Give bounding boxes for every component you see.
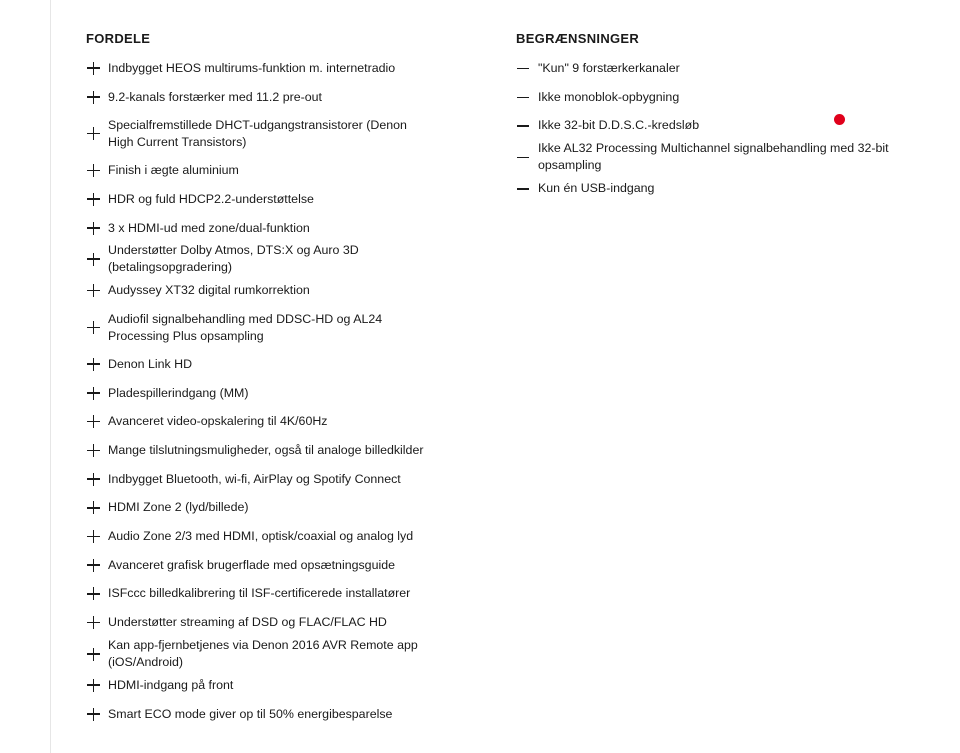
minus-icon [516,61,538,75]
minus-icon [516,119,538,133]
pros-item-text: Audiofil signalbehandling med DDSC-HD og AL24 Processing Plus opsampling [108,311,383,343]
pros-column [86,31,466,728]
cons-item-text: "Kun" 9 forstærkerkanaler [538,60,680,75]
pros-item [86,305,466,350]
pros-item [86,379,466,408]
pros-item-text: Finish i ægte aluminium [108,163,239,178]
pros-item [86,276,466,305]
pros-item [86,214,466,243]
plus-icon [86,192,108,206]
pros-item-text: 3 x HDMI-ud med zone/dual-funktion [108,220,310,235]
plus-icon [86,90,108,104]
pros-item [86,580,466,609]
plus-icon [86,530,108,544]
pros-item-text: 9.2-kanals forstærker med 11.2 pre-out [108,89,322,104]
cons-item-text: Ikke monoblok-opbygning [538,89,680,104]
pros-item-text: ISFccc billedkalibrering til ISF-certificerede installatører [108,586,411,601]
cons-list [516,54,946,203]
pros-item-text: Audyssey XT32 digital rumkorrektion [108,283,310,298]
pros-item-text: HDMI Zone 2 (lyd/billede) [108,500,249,515]
plus-icon [86,501,108,515]
pros-item [86,242,466,276]
plus-icon [86,558,108,572]
pros-item [86,436,466,465]
plus-icon [86,284,108,298]
pros-item-text: Understøtter Dolby Atmos, DTS:X og Auro 3D (betalingsopgradering) [108,243,359,275]
pros-item [86,637,466,671]
pros-item [86,551,466,580]
plus-icon [86,415,108,429]
pros-item-text: Specialfremstillede DHCT-udgangstransistorer (Denon High Current Transistors) [108,117,407,149]
cons-item [516,174,946,203]
cons-item-text: Ikke AL32 Processing Multichannel signalbehandling med 32-bit opsampling [538,141,889,173]
pros-item-text: Pladespillerindgang (MM) [108,385,249,400]
pros-item [86,185,466,214]
cons-column [516,31,946,203]
minus-icon [516,150,538,164]
cons-item [516,140,946,174]
plus-icon [86,221,108,235]
cons-item [516,83,946,112]
cons-item-text: Kun én USB-indgang [538,180,655,195]
plus-icon [86,164,108,178]
pros-item [86,494,466,523]
pros-item-text: Indbygget HEOS multirums-funktion m. internetradio [108,60,396,75]
pros-item-text: Avanceret video-opskalering til 4K/60Hz [108,414,328,429]
pros-item [86,156,466,185]
pros-item-text: Smart ECO mode giver op til 50% energibesparelse [108,706,393,721]
plus-icon [86,127,108,141]
cons-item [516,111,946,140]
plus-icon [86,647,108,661]
cons-item-text: Ikke 32-bit D.D.S.C.-kredsløb [538,118,700,133]
pros-item [86,465,466,494]
pros-item [86,608,466,637]
pros-item [86,671,466,700]
plus-icon [86,357,108,371]
pros-item-text: Denon Link HD [108,356,193,371]
plus-icon [86,707,108,721]
pros-list [86,54,466,728]
plus-icon [86,444,108,458]
pros-item [86,700,466,729]
plus-icon [86,587,108,601]
pros-item-text: HDMI-indgang på front [108,677,234,692]
minus-icon [516,90,538,104]
pros-item [86,54,466,83]
minus-icon [516,181,538,195]
pros-item [86,408,466,437]
pros-item [86,83,466,112]
pros-item-text: HDR og fuld HDCP2.2-understøttelse [108,191,314,206]
left-divider [50,0,51,753]
plus-icon [86,678,108,692]
cursor-marker [834,114,845,125]
plus-icon [86,386,108,400]
pros-item-text: Understøtter streaming af DSD og FLAC/FLAC HD [108,615,387,630]
plus-icon [86,321,108,335]
plus-icon [86,616,108,630]
plus-icon [86,252,108,266]
pros-item-text: Mange tilslutningsmuligheder, også til analoge billedkilder [108,443,424,458]
pros-item-text: Indbygget Bluetooth, wi-fi, AirPlay og Spotify Connect [108,471,401,486]
cons-heading: BEGRÆNSNINGER [516,31,640,46]
pros-item-text: Audio Zone 2/3 med HDMI, optisk/coaxial og analog lyd [108,529,414,544]
pros-item-text: Avanceret grafisk brugerflade med opsætningsguide [108,557,395,572]
pros-heading: FORDELE [86,31,151,46]
pros-item [86,111,466,156]
pros-item-text: Kan app-fjernbetjenes via Denon 2016 AVR Remote app (iOS/Android) [108,638,418,669]
plus-icon [86,61,108,75]
pros-item [86,522,466,551]
pros-item [86,350,466,379]
cons-item [516,54,946,83]
plus-icon [86,472,108,486]
